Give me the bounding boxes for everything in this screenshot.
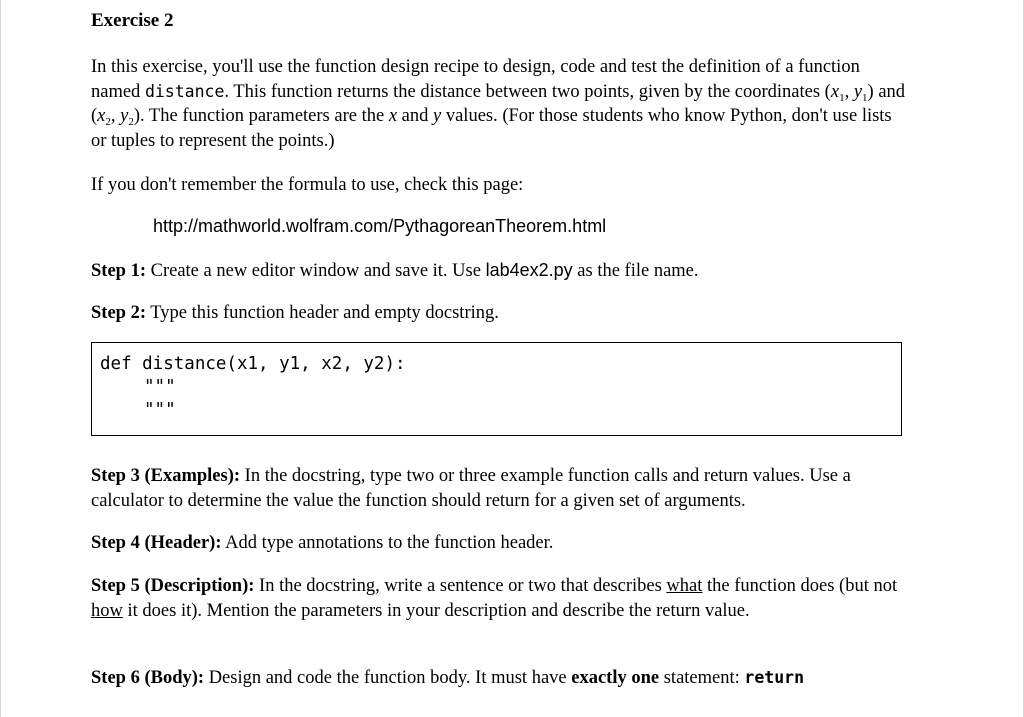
step-label: Step 2: [91, 303, 146, 323]
step-1 [91, 258, 911, 284]
function-name-code: distance [144, 81, 225, 101]
intro-text: values. (For those students who know Python, don't use lists or tuples to represent the points.) [91, 106, 892, 151]
code-block [91, 342, 902, 436]
step-label: Step 4 (Header): [91, 533, 222, 553]
filename: lab4ex2.py [485, 260, 573, 280]
subscript: 1 [862, 91, 868, 104]
intro-text: and [397, 106, 433, 126]
var-y: y [853, 81, 863, 102]
step-text: statement: [659, 668, 745, 688]
formula-prompt: If you don't remember the formula to use, check this page: [91, 175, 524, 195]
intro-text: , [844, 81, 854, 102]
step-label: Step 3 (Examples): [91, 466, 241, 486]
emphasis-what: what [666, 576, 703, 596]
step-text: Create a new editor window and save it. Use [146, 261, 486, 281]
var-y: y [120, 106, 129, 126]
intro-text: ) and ( [91, 81, 906, 126]
intro-text: . This function returns the distance between two points, given by the coordinates ( [224, 81, 831, 102]
step-text: as the file name. [572, 261, 699, 281]
step-5 [91, 574, 911, 623]
emphasis-exactly-one: exactly one [571, 668, 660, 688]
step-text: In the docstring, write a sentence or two that describes [254, 576, 667, 596]
intro-text: , [110, 106, 121, 126]
intro-text: ). The function parameters are the [133, 106, 389, 126]
subscript: 2 [128, 116, 134, 128]
step-text: it does it). Mention the parameters in your description and describe the return value. [122, 600, 750, 621]
step-text: Type this function header and empty docstring. [146, 303, 499, 323]
step-6 [91, 666, 921, 691]
step-label: Step 5 (Description): [91, 576, 255, 596]
var-y: y [433, 106, 442, 126]
subscript: 2 [105, 116, 111, 128]
reference-link[interactable]: http://mathworld.wolfram.com/PythagoreanTheorem.html [153, 216, 607, 236]
step-2 [91, 301, 911, 326]
subscript: 1 [839, 91, 845, 104]
var-x: x [830, 81, 840, 102]
step-3 [91, 464, 911, 513]
code-line: """ [144, 400, 176, 420]
step-label: Step 1: [91, 261, 146, 281]
intro-paragraph [91, 55, 911, 153]
code-line: def distance(x1, y1, x2, y2): [100, 354, 406, 374]
code-line: """ [144, 377, 176, 397]
var-x: x [388, 106, 398, 126]
intro-text: In this exercise, you'll use the function design recipe to design, code and test the definition of a function named [91, 57, 860, 102]
emphasis-how: how [91, 600, 123, 621]
step-text: the function does (but not [702, 576, 898, 596]
step-text: Add type annotations to the function header. [221, 533, 554, 553]
return-keyword: return [744, 668, 805, 687]
step-label: Step 6 (Body): [91, 668, 205, 688]
step-4 [91, 531, 911, 556]
step-text: In the docstring, type two or three example function calls and return values. Use a calculator to determine the value the function should return for a given set of arguments. [91, 466, 851, 511]
exercise-title: Exercise 2 [91, 10, 174, 31]
var-x: x [97, 106, 106, 126]
step-text: Design and code the function body. It must have [204, 668, 572, 688]
